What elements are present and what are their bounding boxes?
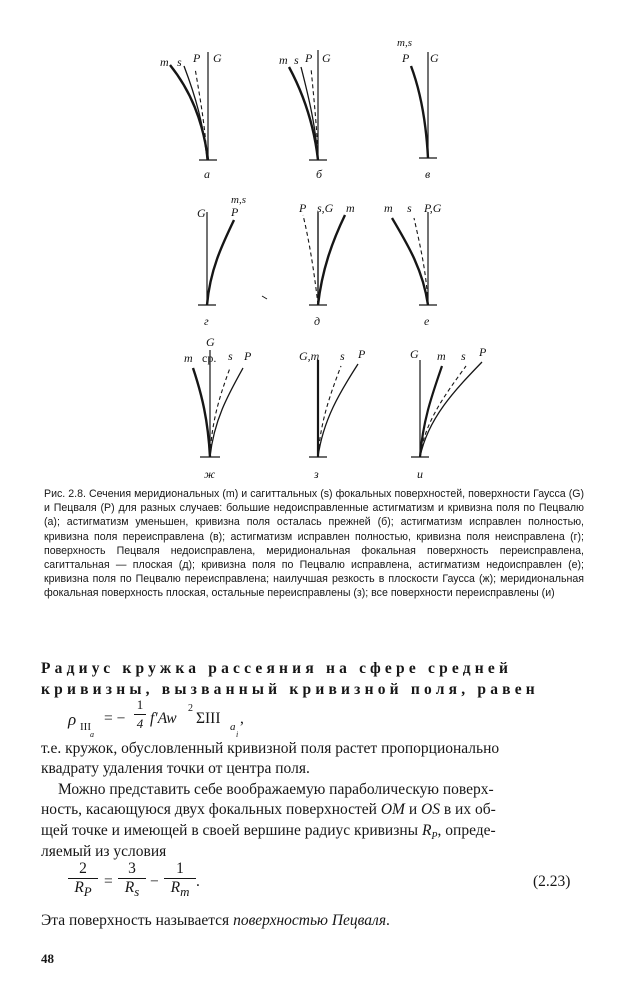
formula-rhs-sup: 2 [188, 703, 193, 714]
panel-i [410, 345, 487, 481]
formula-lhs-sub: III [80, 721, 91, 733]
figure-2-8 [0, 0, 623, 485]
panel-letter: г [204, 314, 209, 328]
figure-caption [44, 487, 584, 601]
panel-d [298, 201, 355, 328]
panel-letter: з [314, 467, 319, 481]
formula-eq: = − [104, 710, 126, 727]
label-P: P [193, 51, 201, 65]
label-P: P [479, 345, 487, 359]
spaced-line-2: кривизны, вызванный кривизной поля, равен [41, 681, 539, 698]
spaced-line-1: Радиус кружка рассеяния на сфере средней [41, 660, 513, 677]
label-ms: m,s [231, 194, 246, 206]
label-P: P [402, 51, 410, 65]
equation-number: (2.23) [533, 873, 571, 890]
para2-line1: Можно представить себе воображаемую параболическую поверх- [58, 781, 494, 798]
formula-sum-subsub: i [236, 730, 239, 739]
label-PG: P,G [424, 201, 442, 215]
page-number: 48 [41, 951, 54, 966]
formula-rhs: f′Aw [150, 710, 177, 727]
label-m: m [279, 53, 288, 67]
panel-zh [184, 335, 252, 481]
label-P: P [305, 51, 313, 65]
panel-a [160, 51, 222, 181]
label-G: G [410, 347, 419, 361]
label-P: P [299, 201, 307, 215]
label-sG: s,G [317, 201, 334, 215]
label-G: G [430, 51, 439, 65]
final-sentence: Эта поверхность называется поверхностью Пецваля. [41, 912, 390, 929]
label-P: P [244, 349, 252, 363]
label-ms: m,s [397, 37, 412, 49]
formula-lhs-subsub: a [90, 730, 94, 739]
panel-b [279, 50, 331, 181]
label-G: G [322, 51, 331, 65]
formula-petzval [68, 860, 588, 908]
para2-line2: ность, касающуюся двух фокальных поверхностей OM и OS в их об- [41, 801, 496, 818]
formula-sum: ΣIII [196, 710, 221, 727]
panel-v [397, 37, 439, 181]
label-Gm: G,m [299, 349, 320, 363]
para1-line2: квадрату удаления точки от центра поля. [41, 760, 310, 777]
label-G: G [197, 206, 206, 220]
fraction-3-over-rs: $\frac{3}{R_s}$ [118, 860, 146, 901]
stray-mark [262, 296, 267, 299]
panel-letter: ж [204, 467, 216, 481]
label-s: s [461, 349, 466, 363]
label-m: m [184, 351, 193, 365]
label-G: G [213, 51, 222, 65]
panel-letter: а [204, 167, 210, 181]
panel-e [384, 201, 442, 328]
fraction-2-over-rp: $\frac{2}{R_P}$ [68, 860, 98, 901]
formula-fraction: $\frac{1}{4}$ [134, 696, 146, 733]
label-m: m [160, 55, 169, 69]
label-sr: ср. [202, 351, 217, 365]
formula-sum-sub: a [230, 721, 236, 733]
formula2-eq: = [104, 873, 113, 890]
panel-letter: е [424, 314, 430, 328]
para1-line1: т.е. кружок, обусловленный кривизной поля растет пропорционально [41, 740, 500, 757]
formula-tail: , [240, 710, 244, 727]
label-m: m [384, 201, 393, 215]
para2-line3: щей точке и имеющей в своей вершине радиус кривизны $R_P$, опреде- [41, 822, 496, 843]
formula2-end: . [196, 873, 200, 890]
label-m: m [437, 349, 446, 363]
label-s: s [177, 55, 182, 69]
panel-g [197, 194, 246, 328]
label-s: s [340, 349, 345, 363]
label-P: P [231, 205, 239, 219]
label-s: s [228, 349, 233, 363]
fraction-1-over-rm: $\frac{1}{R_m}$ [164, 860, 196, 901]
panel-letter: и [417, 467, 423, 481]
panel-letter: д [314, 314, 321, 328]
para2-line4: ляемый из условия [41, 843, 167, 860]
label-s: s [407, 201, 412, 215]
panel-letter: в [425, 167, 431, 181]
caption-lead: Рис. 2.8. [44, 488, 86, 500]
panel-z [299, 347, 366, 481]
panel-letter: б [316, 167, 323, 181]
formula-rho [68, 697, 288, 740]
label-P: P [358, 347, 366, 361]
label-G: G [206, 335, 215, 349]
caption-text: Сечения меридиональных (m) и сагиттальных (s) фокальных поверхностей, поверхности Гаусса (G) и Пецваля (P) для разных случаев: большие недоисправленные астигматизм и кривизна поля по Пецвалю (а); астигматизм уменьшен, кривизна поля осталась прежней (б); астигматизм исправлен полностью, кривизна поля переисправлена (в); астигматизм исправлен полностью, кривизна поля неисправлена (г); поверхность Пецваля недоисправлена, меридиональная фокальная поверхность переисправлена, сагиттальная — плоская (д); кривизна поля по Пецвалю исправлена, астигматизм недоисправлен (е); кривизна поля по Пецвалю переисправлена; наилучшая резкость в плоскости Гаусса (ж); меридиональная фокальная поверхность плоская, остальные переисправлены (з); все поверхности переисправлены (и) [44, 488, 584, 600]
formula2-minus: − [150, 873, 159, 890]
label-s: s [294, 53, 299, 67]
label-m: m [346, 201, 355, 215]
formula-lhs: ρ [68, 710, 77, 729]
